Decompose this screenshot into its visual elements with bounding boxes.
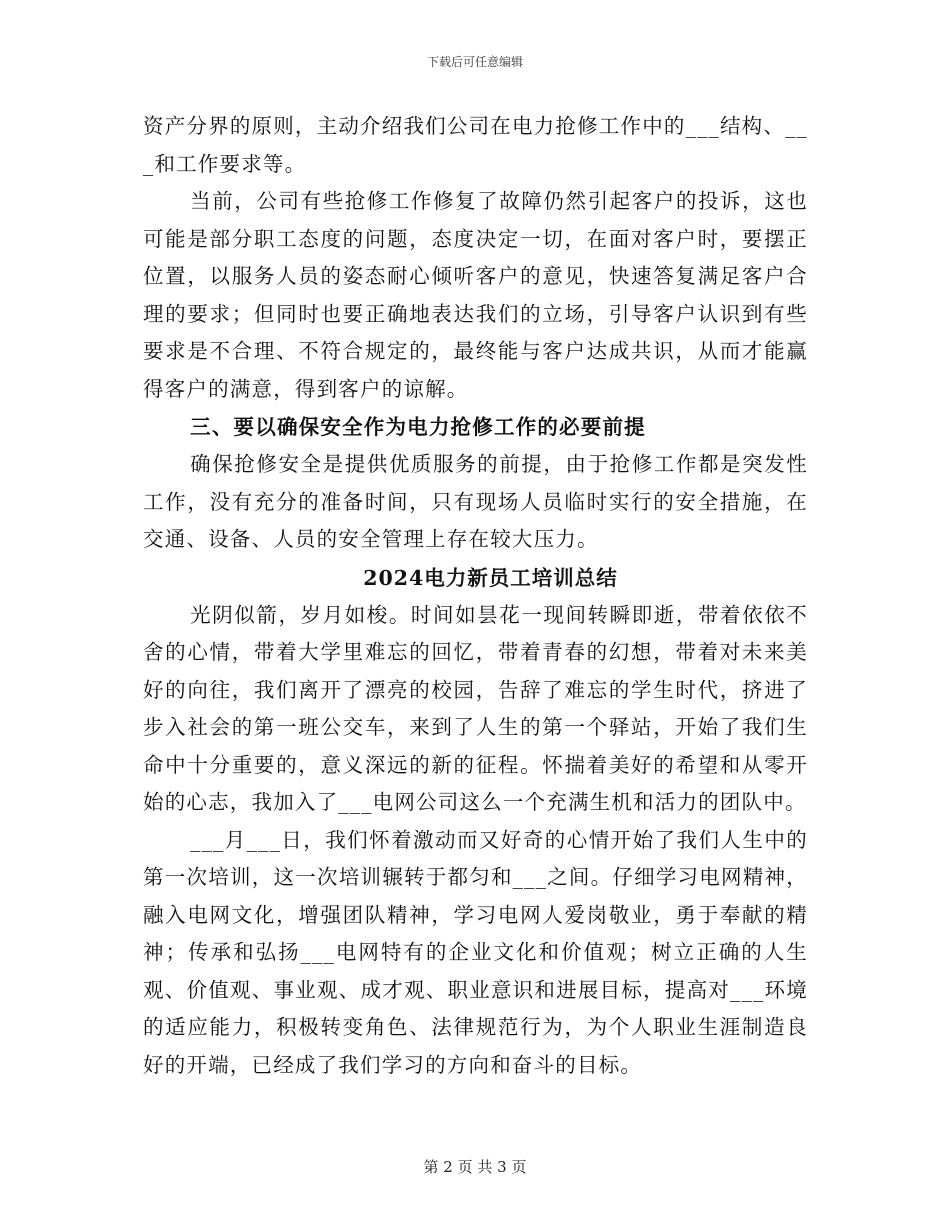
page-footer-number: 第 2 页 共 3 页 — [423, 1158, 527, 1176]
paragraph-continuation: 资产分界的原则，主动介绍我们公司在电力抢修工作中的___结构、___和工作要求等。 — [143, 114, 808, 176]
section-heading-safety: 三、要以确保安全作为电力抢修工作的必要前提 — [190, 415, 646, 439]
document-body — [143, 108, 808, 1084]
paragraph-training: ___月___日，我们怀着激动而又好奇的心情开始了我们人生中的第一次培训，这一次培训辗转于都匀和___之间。仔细学习电网精神，融入电网文化，增强团队精神，学习电网人爱岗敬业，勇于奉献的精神；传承和弘扬___电网特有的企业文化和价值观；树立正确的人生观、价值观、事业观、成才观、职业意识和进展目标，提高对___环境的适应能力，积极转变角色、法律规范行为，为个人职业生涯制造良好的开端，已经成了我们学习的方向和奋斗的目标。 — [143, 827, 808, 1077]
paragraph-introduction: 光阴似箭，岁月如梭。时间如昙花一现间转瞬即逝，带着依依不舍的心情，带着大学里难忘的回忆，带着青春的幻想，带着对未来美好的向往，我们离开了漂亮的校园，告辞了难忘的学生时代，挤进了步入社会的第一班公交车，来到了人生的第一个驿站，开始了我们生命中十分重要的，意义深远的新的征程。怀揣着美好的希望和从零开始的心志，我加入了___电网公司这么一个充满生机和活力的团队中。 — [143, 602, 808, 814]
document-title: 2024电力新员工培训总结 — [363, 565, 618, 590]
paragraph-customer-complaints: 当前，公司有些抢修工作修复了故障仍然引起客户的投诉，这也可能是部分职工态度的问题，态度决定一切，在面对客户时，要摆正位置，以服务人员的姿态耐心倾听客户的意见，快速答复满足客户合理的要求；但同时也要正确地表达我们的立场，引导客户认识到有些要求是不合理、不符合规定的，最终能与客户达成共识，从而才能赢得客户的满意，得到客户的谅解。 — [143, 189, 808, 401]
page-header-note: 下载后可任意编辑 — [426, 55, 523, 69]
paragraph-safety: 确保抢修安全是提供优质服务的前提，由于抢修工作都是突发性工作，没有充分的准备时间，只有现场人员临时实行的安全措施，在交通、设备、人员的安全管理上存在较大压力。 — [143, 452, 808, 551]
